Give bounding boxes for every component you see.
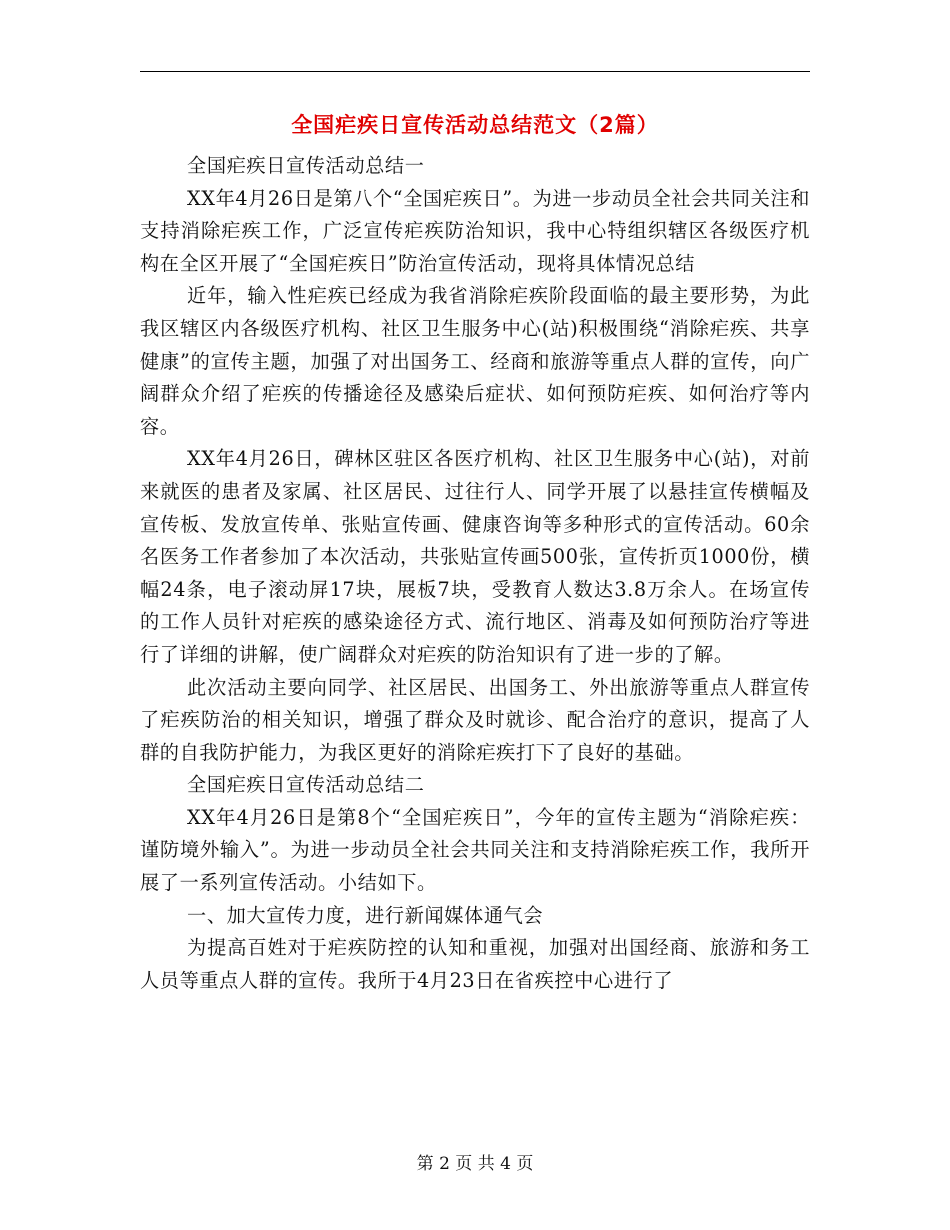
subsection-heading: 一、加大宣传力度，进行新闻媒体通气会 bbox=[187, 903, 544, 927]
document-body bbox=[140, 150, 810, 997]
body-paragraph: 为提高百姓对于疟疾防控的认知和重视，加强对出国经商、旅游和务工人员等重点人群的宣传。我所于4月23日在省疾控中心进行了 bbox=[140, 936, 810, 992]
body-paragraph: 近年，输入性疟疾已经成为我省消除疟疾阶段面临的最主要形势，为此我区辖区内各级医疗机构、社区卫生服务中心(站)积极围绕“消除疟疾、共享健康”的宣传主题，加强了对出国务工、经商和旅游等重点人群的宣传，向广阔群众介绍了疟疾的传播途径及感染后症状、如何预防疟疾、如何治疗等内容。 bbox=[140, 284, 810, 438]
page-indicator: 第 2 页 共 4 页 bbox=[416, 1154, 534, 1174]
header-rule bbox=[140, 71, 810, 72]
body-paragraph: XX年4月26日是第八个“全国疟疾日”。为进一步动员全社会共同关注和支持消除疟疾工作，广泛宣传疟疾防治知识，我中心特组织辖区各级医疗机构在全区开展了“全国疟疾日”防治宣传活动，现将具体情况总结 bbox=[140, 186, 810, 275]
body-paragraph: 此次活动主要向同学、社区居民、出国务工、外出旅游等重点人群宣传了疟疾防治的相关知识，增强了群众及时就诊、配合治疗的意识，提高了人群的自我防护能力，为我区更好的消除疟疾打下了良好的基础。 bbox=[140, 675, 810, 764]
document-title: 全国疟疾日宣传活动总结范文（2篇） bbox=[291, 113, 659, 137]
body-paragraph: XX年4月26日是第8个“全国疟疾日”，今年的宣传主题为“消除疟疾：谨防境外输入”。为进一步动员全社会共同关注和支持消除疟疾工作，我所开展了一系列宣传活动。小结如下。 bbox=[140, 805, 810, 895]
section-heading-2: 全国疟疾日宣传活动总结二 bbox=[187, 773, 425, 797]
body-paragraph: XX年4月26日，碑林区驻区各医疗机构、社区卫生服务中心(站)，对前来就医的患者及家属、社区居民、过往行人、同学开展了以悬挂宣传横幅及宣传板、发放宣传单、张贴宣传画、健康咨询等多种形式的宣传活动。60余名医务工作者参加了本次活动，共张贴宣传画500张，宣传折页1000份，横幅24条，电子滚动屏17块，展板7块，受教育人数达3.8万余人。在场宣传的工作人员针对疟疾的感染途径方式、流行地区、消毒及如何预防治疗等进行了详细的讲解，使广阔群众对疟疾的防治知识有了进一步的了解。 bbox=[140, 447, 810, 666]
section-heading-1: 全国疟疾日宣传活动总结一 bbox=[187, 154, 425, 177]
